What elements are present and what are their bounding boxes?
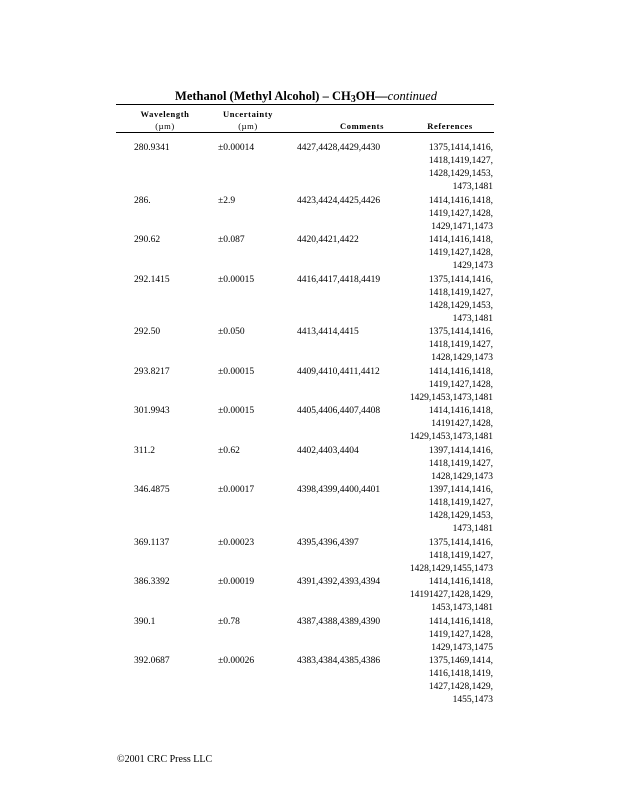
wavelength-cell: 292.50 xyxy=(134,327,161,337)
wavelength-cell: 369.1137 xyxy=(134,537,170,548)
uncertainty-header: Uncertainty (µm) xyxy=(222,109,274,131)
comments-cell: 4423,4424,4425,4426 xyxy=(297,195,381,206)
reference-line: 1397,1414,1416, xyxy=(428,485,493,495)
reference-line: 1416,1418,1419, xyxy=(428,669,493,679)
reference-line: 14191427,1428, xyxy=(431,419,493,429)
references-cell xyxy=(380,405,493,444)
references-cell xyxy=(380,576,493,615)
reference-line: 1428,1429,1453, xyxy=(428,511,493,521)
reference-line: 1414,1416,1418, xyxy=(428,577,493,587)
reference-line: 1453,1473,1481 xyxy=(431,603,493,613)
uncertainty-cell: ±0.087 xyxy=(218,235,245,245)
wavelength-cell: 386.3392 xyxy=(134,577,170,587)
uncertainty-cell: ±0.00026 xyxy=(218,656,255,666)
references-cell xyxy=(380,142,493,194)
references-cell xyxy=(380,326,493,365)
reference-line: 1375,1414,1416, xyxy=(428,143,493,153)
uncertainty-cell: ±0.62 xyxy=(218,445,240,456)
reference-line: 1419,1427,1428, xyxy=(428,208,493,219)
wavelength-cell: 290.62 xyxy=(134,235,161,245)
reference-line: 1418,1419,1427, xyxy=(428,156,493,166)
comments-cell: 4420,4421,4422 xyxy=(297,235,359,245)
reference-line: 1429,1471,1473 xyxy=(431,221,493,232)
reference-line: 1418,1419,1427, xyxy=(428,550,493,561)
comments-cell: 4387,4388,4389,4390 xyxy=(297,616,381,627)
comments-cell: 4398,4399,4400,4401 xyxy=(297,485,381,495)
wavelength-cell: 286. xyxy=(134,195,151,206)
uncertainty-cell: ±0.00014 xyxy=(218,143,255,153)
reference-line: 1418,1419,1427, xyxy=(428,498,493,508)
comments-cell: 4405,4406,4407,4408 xyxy=(297,406,381,416)
reference-line: 1375,1414,1416, xyxy=(428,537,493,548)
comments-cell: 4391,4392,4393,4394 xyxy=(297,577,381,587)
reference-line: 14191427,1428,1429, xyxy=(409,590,493,600)
reference-line: 1419,1427,1428, xyxy=(428,379,493,390)
reference-line: 1375,1414,1416, xyxy=(428,327,493,337)
copyright-footer: ©2001 CRC Press LLC xyxy=(117,754,213,765)
reference-line: 1428,1429,1473 xyxy=(431,353,493,363)
reference-line: 1375,1414,1416, xyxy=(428,274,493,285)
reference-line: 1414,1416,1418, xyxy=(428,195,493,206)
comments-cell: 4427,4428,4429,4430 xyxy=(297,143,381,153)
wavelength-cell: 392.0687 xyxy=(134,656,170,666)
references-cell xyxy=(380,616,493,655)
wavelength-header: Wavelength (µm) xyxy=(140,109,190,131)
reference-line: 1428,1429,1453, xyxy=(428,169,493,179)
uncertainty-cell: ±0.78 xyxy=(218,616,240,627)
reference-line: 1419,1427,1428, xyxy=(428,248,493,258)
header-top-rule xyxy=(116,104,494,105)
references-cell xyxy=(380,655,493,707)
reference-line: 1429,1453,1473,1481 xyxy=(409,392,493,403)
comments-cell: 4395,4396,4397 xyxy=(297,537,359,548)
reference-line: 1419,1427,1428, xyxy=(428,629,493,640)
reference-line: 1428,1429,1453, xyxy=(428,300,493,311)
reference-line: 1427,1428,1429, xyxy=(428,682,493,692)
reference-line: 1414,1416,1418, xyxy=(428,235,493,245)
uncertainty-cell: ±0.00017 xyxy=(218,485,255,495)
wavelength-cell: 280.9341 xyxy=(134,143,170,153)
uncertainty-cell: ±0.00019 xyxy=(218,577,255,587)
header-bottom-rule xyxy=(116,132,494,133)
reference-line: 1418,1419,1427, xyxy=(428,340,493,350)
uncertainty-cell: ±0.050 xyxy=(218,327,245,337)
reference-line: 1418,1419,1427, xyxy=(428,287,493,298)
reference-line: 1429,1453,1473,1481 xyxy=(409,432,493,442)
references-header: References xyxy=(427,121,473,131)
wavelength-cell: 311.2 xyxy=(134,445,156,456)
reference-line: 1473,1481 xyxy=(452,313,493,324)
uncertainty-cell: ±0.00015 xyxy=(218,406,255,416)
reference-line: 1428,1429,1455,1473 xyxy=(409,563,493,574)
references-cell xyxy=(380,234,493,273)
reference-line: 1473,1481 xyxy=(452,524,493,534)
reference-line: 1429,1473,1475 xyxy=(431,642,493,653)
reference-line: 1397,1414,1416, xyxy=(428,445,493,456)
reference-line: 1429,1473 xyxy=(452,261,493,271)
wavelength-cell: 293.8217 xyxy=(134,366,170,377)
wavelength-cell: 390.1 xyxy=(134,616,156,627)
references-cell xyxy=(380,366,493,405)
reference-line: 1428,1429,1473 xyxy=(431,471,493,482)
uncertainty-cell: ±0.00023 xyxy=(218,537,255,548)
reference-line: 1418,1419,1427, xyxy=(428,458,493,469)
references-cell xyxy=(380,445,493,484)
uncertainty-cell: ±0.00015 xyxy=(218,274,255,285)
reference-line: 1414,1416,1418, xyxy=(428,616,493,627)
wavelength-cell: 292.1415 xyxy=(134,274,170,285)
reference-line: 1375,1469,1414, xyxy=(428,656,493,666)
comments-cell: 4402,4403,4404 xyxy=(297,445,359,456)
reference-line: 1455,1473 xyxy=(452,695,493,705)
references-cell xyxy=(380,274,493,326)
wavelength-cell: 346.4875 xyxy=(134,485,170,495)
comments-cell: 4413,4414,4415 xyxy=(297,327,359,337)
references-cell xyxy=(380,484,493,536)
references-cell xyxy=(380,537,493,576)
uncertainty-cell: ±0.00015 xyxy=(218,366,255,377)
reference-line: 1473,1481 xyxy=(452,182,493,192)
comments-cell: 4416,4417,4418,4419 xyxy=(297,274,381,285)
references-cell xyxy=(380,195,493,234)
wavelength-cell: 301.9943 xyxy=(134,406,170,416)
page-title: Methanol (Methyl Alcohol) – $CH_3OH—continued$ xyxy=(175,89,437,105)
reference-line: 1414,1416,1418, xyxy=(428,366,493,377)
comments-cell: 4383,4384,4385,4386 xyxy=(297,656,381,666)
reference-line: 1414,1416,1418, xyxy=(428,406,493,416)
comments-cell: 4409,4410,4411,4412 xyxy=(297,366,380,377)
uncertainty-cell: ±2.9 xyxy=(218,195,236,206)
comments-header: Comments xyxy=(340,121,384,131)
